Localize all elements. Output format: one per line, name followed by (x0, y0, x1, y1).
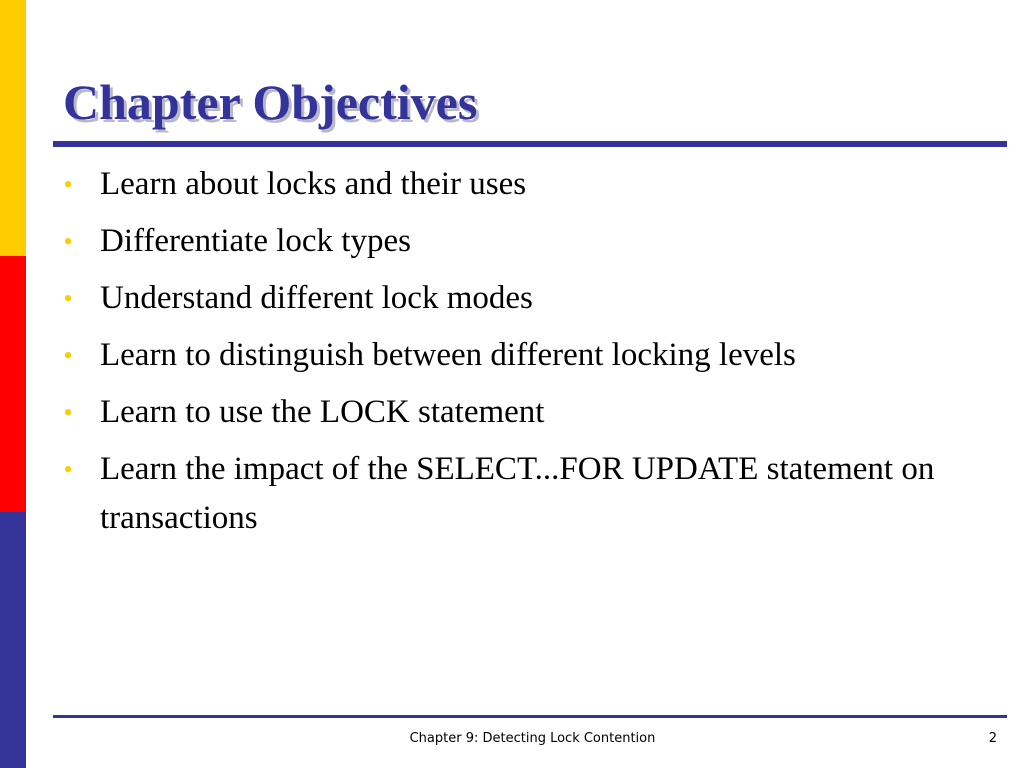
bullet-item (58, 274, 988, 323)
bullet-icon: • (63, 455, 73, 484)
bullet-text: Learn to distinguish between different locking levels (100, 337, 796, 373)
slide-title: Chapter Objectives (63, 74, 478, 130)
bullet-icon: • (63, 170, 73, 199)
bullet-text: Learn about locks and their uses (100, 166, 527, 202)
bullet-icon: • (63, 398, 73, 427)
bullet-text: Learn the impact of the SELECT...FOR UPDATE statement on transactions (100, 451, 935, 536)
bullet-item (58, 217, 988, 266)
bullet-text: Learn to use the LOCK statement (100, 394, 545, 430)
bullet-item (58, 388, 988, 437)
footer-divider (53, 715, 1007, 718)
bullet-icon: • (63, 341, 73, 370)
bullet-list (58, 160, 988, 551)
bullet-icon: • (63, 284, 73, 313)
side-bar-red (0, 256, 26, 512)
bullet-item (58, 331, 988, 380)
side-bar-blue (0, 512, 26, 768)
footer-text: Chapter 9: Detecting Lock Contention (409, 731, 656, 746)
bullet-item (58, 445, 988, 543)
bullet-text: Understand different lock modes (100, 280, 533, 316)
page-number: 2 (988, 731, 997, 746)
bullet-icon: • (63, 227, 73, 256)
bullet-item (58, 160, 988, 209)
side-bar-yellow (0, 0, 26, 256)
title-divider (53, 141, 1007, 147)
bullet-text: Differentiate lock types (100, 223, 411, 259)
